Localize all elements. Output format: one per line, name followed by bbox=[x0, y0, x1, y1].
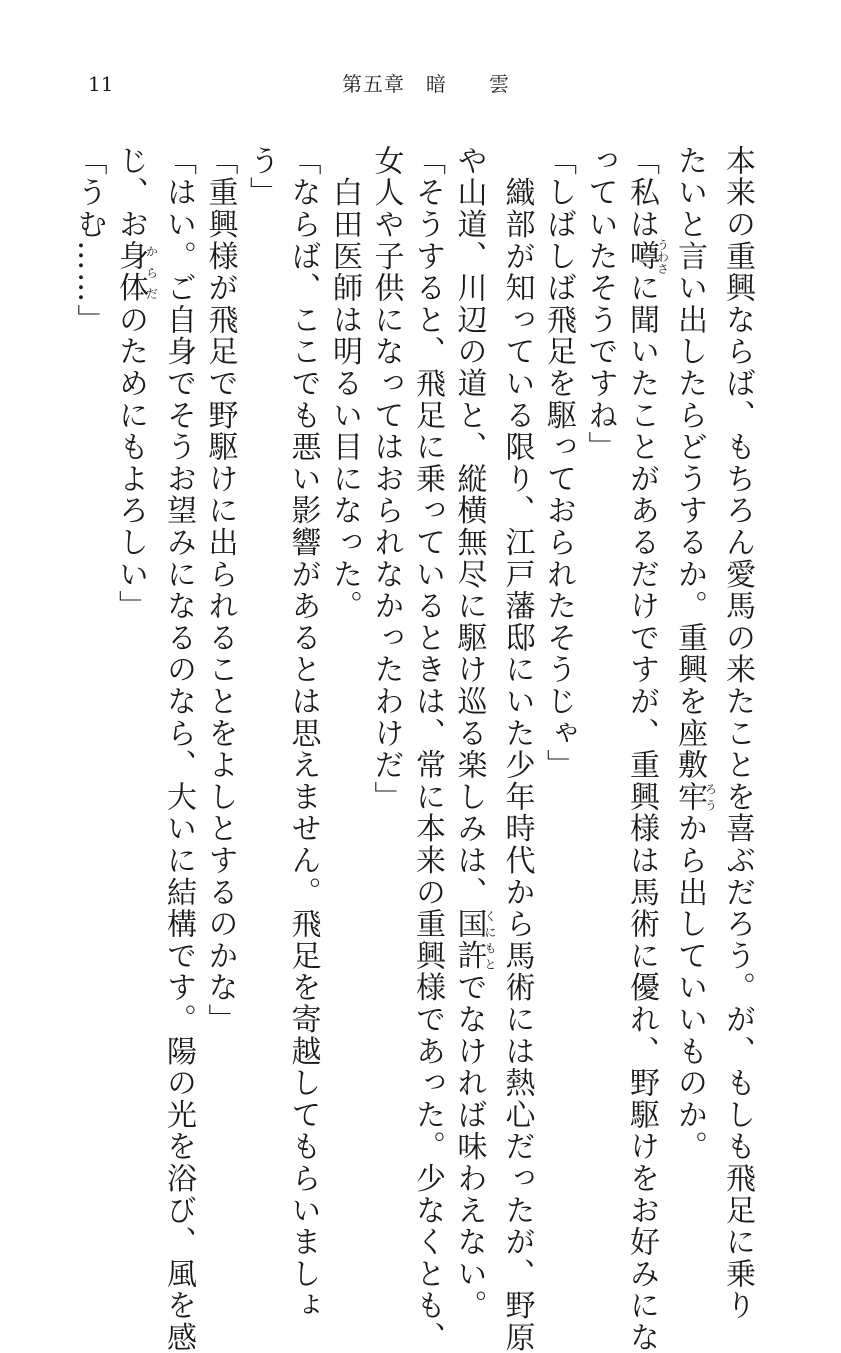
text-segment: 「はい。ご自身でそうお望みになるのなら、大いに結構です。陽の光を浴び、風を感 bbox=[161, 145, 196, 1353]
text-segment: 「しばしば飛足を駆っておられたそうじゃ」 bbox=[541, 145, 576, 781]
text-line bbox=[241, 145, 283, 1130]
ruby-base: 牢 bbox=[672, 781, 707, 813]
text-line bbox=[621, 145, 670, 1353]
text-line bbox=[538, 145, 580, 1130]
text-segment: じ、お bbox=[113, 145, 148, 241]
text-line bbox=[158, 145, 200, 1353]
text-line bbox=[407, 145, 449, 1353]
ruby-base: 国許 bbox=[451, 908, 487, 972]
text-segment: 織部が知っている限り、江戸藩邸にいた少年時代から馬術には熱心だったが、野原 bbox=[499, 145, 535, 1353]
text-line bbox=[365, 145, 407, 1130]
ruby-reading: くにもと bbox=[483, 908, 497, 972]
text-segment: っていたそうですね」 bbox=[582, 145, 618, 463]
ruby-base: 身体 bbox=[113, 240, 148, 305]
text-line bbox=[282, 145, 324, 1322]
ruby-base: 噂 bbox=[624, 238, 659, 275]
ruby-reading: ろう bbox=[703, 781, 718, 813]
text-segment: でなければ味わえない。 bbox=[451, 971, 487, 1322]
text-segment: 「うむ……」 bbox=[71, 145, 107, 336]
ruby-reading: からだ bbox=[144, 240, 159, 304]
body-text bbox=[71, 145, 758, 1353]
text-line bbox=[68, 145, 110, 1130]
page-number: 11 bbox=[88, 72, 114, 96]
text-segment: から出していいものか。 bbox=[672, 812, 707, 1163]
text-line bbox=[496, 145, 538, 1353]
text-segment: や山道、川辺の道と、縦横無尽に駆け巡る楽しみは、 bbox=[451, 145, 487, 909]
ruby-word bbox=[451, 908, 497, 972]
text-segment: 「重興様が飛足で野駆けに出られることをよしとするのかな」 bbox=[202, 145, 238, 1036]
text-line bbox=[110, 145, 158, 1130]
text-line bbox=[579, 145, 621, 1130]
text-segment: 「ならば、ここでも悪い影響があるとは思えません。飛足を寄越してもらいましょ bbox=[285, 145, 321, 1322]
text-line bbox=[199, 145, 241, 1130]
ruby-word bbox=[672, 781, 718, 813]
text-segment: 本来の重興ならば、もちろん愛馬の来たことを喜ぶだろう。が、もしも飛足に乗り bbox=[720, 145, 755, 1322]
text-segment: のためにもよろしい」 bbox=[113, 304, 148, 623]
text-segment: 女人や子供になってはおられなかったわけだ」 bbox=[368, 145, 404, 813]
text-segment: 白田医師は明るい目になった。 bbox=[327, 145, 362, 622]
text-segment: 「私は bbox=[624, 145, 659, 241]
text-line bbox=[448, 145, 497, 1322]
ruby-word bbox=[113, 240, 159, 305]
text-segment: う」 bbox=[244, 145, 279, 209]
text-line bbox=[324, 145, 366, 1130]
text-segment: に聞いたことがあるだけですが、重興様は馬術に優れ、野駆けをお好みにな bbox=[624, 272, 659, 1353]
running-header: 第五章 暗 雲 bbox=[342, 72, 510, 96]
ruby-reading: うわさ bbox=[655, 238, 670, 275]
text-segment: 「そうすると、飛足に乗っているときは、常に本来の重興様であった。少なくとも、 bbox=[410, 145, 445, 1353]
text-segment: たいと言い出したらどうするか。重興を座敷 bbox=[672, 145, 707, 781]
text-line bbox=[669, 145, 718, 1163]
text-line bbox=[717, 145, 759, 1322]
ruby-word bbox=[624, 238, 670, 275]
